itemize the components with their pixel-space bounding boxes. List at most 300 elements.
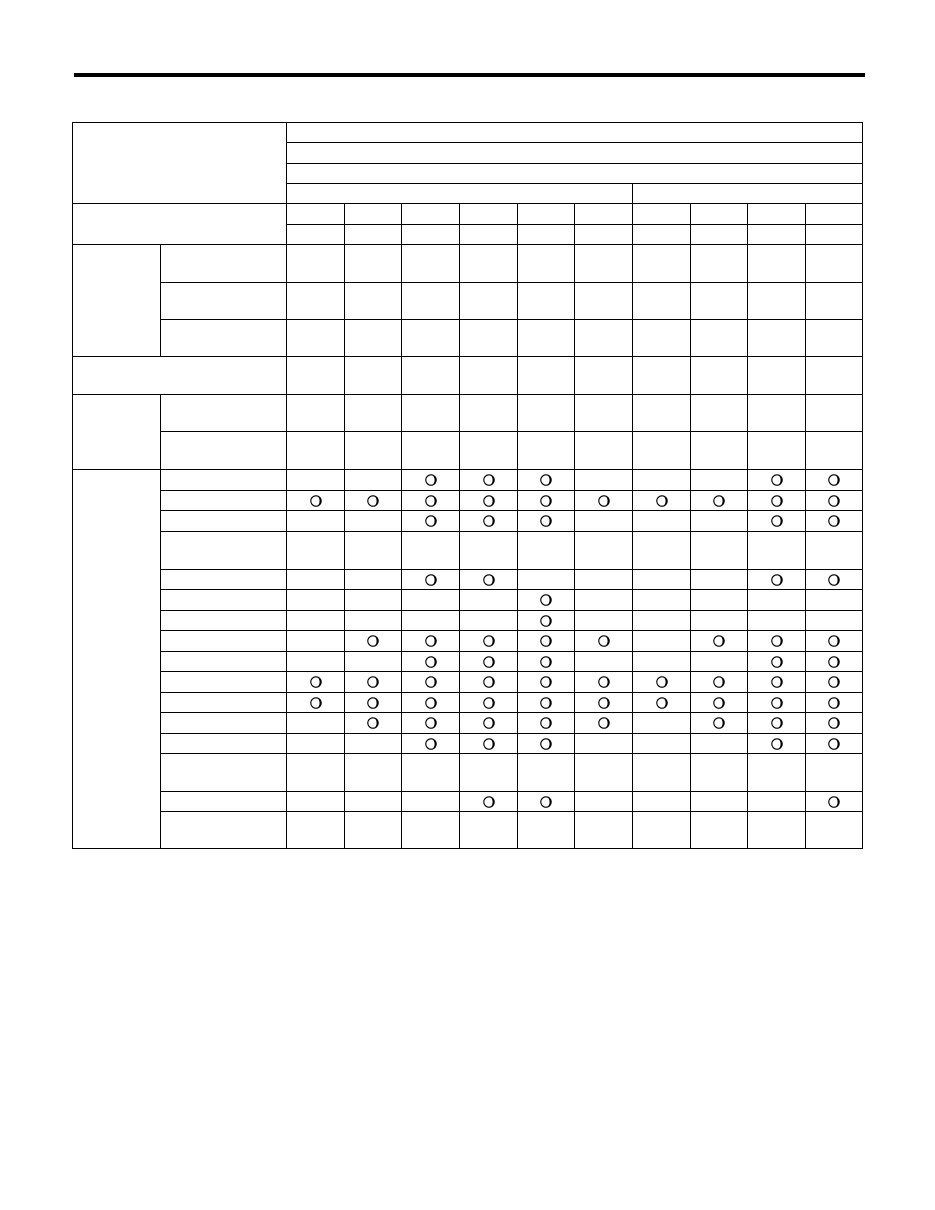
data-cell [402,812,460,849]
data-cell [691,570,748,590]
row-label [161,590,287,611]
data-cell [287,470,345,491]
data-cell [345,320,402,357]
data-cell [633,511,691,532]
circle-marker-icon [713,635,725,647]
data-cell [691,511,748,532]
table-row [73,652,863,672]
data-cell [287,754,345,792]
data-cell [633,631,691,652]
circle-marker-icon [425,738,437,750]
data-cell [287,395,345,432]
column-header-1 [287,204,345,225]
data-cell [575,754,633,792]
data-cell [575,491,633,511]
circle-marker-icon [828,515,840,527]
column-group-header-1 [287,184,633,204]
circle-marker-icon [483,474,495,486]
data-cell [460,652,518,672]
table-row [73,204,863,225]
circle-marker-icon [540,796,552,808]
circle-marker-icon [483,697,495,709]
table-row [73,734,863,754]
circle-marker-icon [483,635,495,647]
data-cell [287,511,345,532]
circle-marker-icon [540,495,552,507]
data-cell [575,245,633,283]
data-cell [633,320,691,357]
data-cell [460,570,518,590]
column-subheader-9 [748,225,806,245]
data-cell [518,693,575,713]
circle-marker-icon [483,796,495,808]
circle-marker-icon [771,738,783,750]
row-label [161,570,287,590]
data-cell [460,320,518,357]
data-cell [345,652,402,672]
data-cell [691,245,748,283]
data-cell [287,532,345,570]
circle-marker-icon [540,515,552,527]
data-cell [287,245,345,283]
data-cell [633,470,691,491]
data-cell [402,652,460,672]
circle-marker-icon [598,676,610,688]
circle-marker-icon [483,676,495,688]
data-cell [691,631,748,652]
data-cell [518,532,575,570]
row-label [161,491,287,511]
row-label [161,395,287,432]
column-group-header-2 [633,184,863,204]
data-cell [402,611,460,631]
circle-marker-icon [598,717,610,729]
data-cell [575,611,633,631]
circle-marker-icon [367,495,379,507]
row-label [161,734,287,754]
data-cell [806,672,863,693]
row-label [161,754,287,792]
data-cell [345,754,402,792]
data-cell [806,320,863,357]
data-cell [518,631,575,652]
data-cell [460,631,518,652]
circle-marker-icon [425,717,437,729]
data-cell [518,570,575,590]
data-cell [806,652,863,672]
data-cell [345,470,402,491]
row-label [161,812,287,849]
circle-marker-icon [540,474,552,486]
circle-marker-icon [713,717,725,729]
data-cell [691,283,748,320]
data-cell [345,245,402,283]
data-cell [691,357,748,395]
column-header-9 [748,204,806,225]
data-cell [691,652,748,672]
data-cell [806,631,863,652]
data-cell [402,713,460,734]
data-cell [633,713,691,734]
data-cell [748,532,806,570]
header-band [287,123,863,143]
data-cell [518,470,575,491]
data-cell [806,693,863,713]
data-cell [575,693,633,713]
table-row [73,245,863,283]
data-cell [518,713,575,734]
data-cell [633,672,691,693]
row-label [161,611,287,631]
circle-marker-icon [828,495,840,507]
data-cell [575,511,633,532]
circle-marker-icon [828,676,840,688]
data-cell [287,713,345,734]
data-cell [287,672,345,693]
circle-marker-icon [771,474,783,486]
table-row [73,812,863,849]
data-cell [402,491,460,511]
data-cell [748,570,806,590]
data-cell [345,792,402,812]
data-cell [518,812,575,849]
table-row [73,693,863,713]
data-cell [518,792,575,812]
data-cell [633,357,691,395]
row-label [161,713,287,734]
data-cell [460,754,518,792]
circle-marker-icon [828,574,840,586]
column-subheader-1 [287,225,345,245]
data-cell [748,320,806,357]
circle-marker-icon [713,697,725,709]
data-cell [806,611,863,631]
column-header-3 [402,204,460,225]
circle-marker-icon [828,717,840,729]
data-cell [345,672,402,693]
data-cell [460,532,518,570]
circle-marker-icon [367,676,379,688]
data-cell [345,590,402,611]
data-cell [575,395,633,432]
data-cell [806,357,863,395]
data-cell [575,532,633,570]
data-cell [748,245,806,283]
data-cell [518,754,575,792]
data-cell [287,283,345,320]
row-label [161,652,287,672]
circle-marker-icon [483,656,495,668]
data-cell [345,432,402,470]
data-cell [633,245,691,283]
data-cell [633,395,691,432]
circle-marker-icon [540,738,552,750]
table-row [73,123,863,143]
circle-marker-icon [540,594,552,606]
data-cell [748,491,806,511]
table-row [73,470,863,491]
data-cell [691,491,748,511]
table-row [73,672,863,693]
row-label [73,357,287,395]
circle-marker-icon [425,474,437,486]
data-cell [806,245,863,283]
row-label [161,470,287,491]
row-group-label [73,245,161,357]
data-cell [287,652,345,672]
data-cell [806,532,863,570]
circle-marker-icon [771,635,783,647]
data-cell [287,491,345,511]
data-cell [575,631,633,652]
data-cell [633,532,691,570]
data-cell [345,283,402,320]
circle-marker-icon [771,515,783,527]
circle-marker-icon [425,495,437,507]
data-cell [402,283,460,320]
data-cell [748,357,806,395]
data-cell [345,812,402,849]
data-cell [287,734,345,754]
circle-marker-icon [771,717,783,729]
data-cell [402,734,460,754]
data-cell [460,491,518,511]
data-cell [633,734,691,754]
data-cell [691,532,748,570]
table-row [73,432,863,470]
data-cell [518,652,575,672]
row-group-label [73,470,161,849]
data-cell [460,357,518,395]
data-cell [402,395,460,432]
data-cell [633,590,691,611]
data-cell [691,754,748,792]
data-cell [575,283,633,320]
column-header-8 [691,204,748,225]
data-cell [518,357,575,395]
data-cell [575,713,633,734]
data-cell [575,734,633,754]
data-cell [460,283,518,320]
row-label [161,245,287,283]
row-group-label [73,395,161,470]
data-cell [345,491,402,511]
data-cell [460,792,518,812]
column-header-6 [575,204,633,225]
circle-marker-icon [828,635,840,647]
data-cell [691,693,748,713]
column-header-2 [345,204,402,225]
data-cell [402,792,460,812]
data-cell [345,693,402,713]
data-cell [518,734,575,754]
compatibility-table [72,122,863,849]
circle-marker-icon [713,676,725,688]
data-cell [806,754,863,792]
circle-marker-icon [310,495,322,507]
data-cell [806,713,863,734]
data-cell [691,432,748,470]
data-cell [345,631,402,652]
circle-marker-icon [828,474,840,486]
data-cell [518,432,575,470]
column-header-10 [806,204,863,225]
circle-marker-icon [540,615,552,627]
data-cell [518,590,575,611]
data-cell [748,511,806,532]
table-row [73,283,863,320]
row-label [161,432,287,470]
row-label [161,320,287,357]
circle-marker-icon [425,656,437,668]
column-subheader-4 [460,225,518,245]
data-cell [748,432,806,470]
table-row [73,590,863,611]
row-label [161,693,287,713]
circle-marker-icon [425,574,437,586]
data-cell [748,754,806,792]
data-cell [633,792,691,812]
data-cell [518,511,575,532]
circle-marker-icon [540,697,552,709]
data-cell [345,570,402,590]
data-cell [748,470,806,491]
column-header-5 [518,204,575,225]
row-label [161,511,287,532]
row-label [161,532,287,570]
circle-marker-icon [598,495,610,507]
circle-marker-icon [656,495,668,507]
row-label [161,672,287,693]
circle-marker-icon [367,635,379,647]
data-cell [518,672,575,693]
circle-marker-icon [656,676,668,688]
data-cell [633,693,691,713]
data-cell [748,652,806,672]
data-cell [691,713,748,734]
data-cell [633,652,691,672]
circle-marker-icon [483,717,495,729]
table-row [73,713,863,734]
circle-marker-icon [713,495,725,507]
data-cell [287,792,345,812]
data-cell [460,432,518,470]
data-cell [806,283,863,320]
circle-marker-icon [310,676,322,688]
data-cell [806,734,863,754]
data-cell [287,432,345,470]
circle-marker-icon [828,738,840,750]
circle-marker-icon [483,738,495,750]
data-cell [633,491,691,511]
circle-marker-icon [483,495,495,507]
circle-marker-icon [828,697,840,709]
circle-marker-icon [367,697,379,709]
data-cell [460,693,518,713]
data-cell [518,320,575,357]
data-cell [402,693,460,713]
circle-marker-icon [483,574,495,586]
circle-marker-icon [483,515,495,527]
column-subheader-3 [402,225,460,245]
table-row [73,320,863,357]
data-cell [691,470,748,491]
data-cell [633,283,691,320]
data-cell [287,357,345,395]
data-cell [748,693,806,713]
data-cell [518,283,575,320]
circle-marker-icon [828,796,840,808]
data-cell [748,734,806,754]
data-cell [575,812,633,849]
data-cell [748,283,806,320]
table-row [73,491,863,511]
data-cell [748,672,806,693]
circle-marker-icon [771,697,783,709]
row-group-label [73,204,287,245]
data-cell [806,511,863,532]
data-cell [287,611,345,631]
data-cell [691,395,748,432]
data-cell [575,470,633,491]
data-cell [345,511,402,532]
circle-marker-icon [598,635,610,647]
circle-marker-icon [771,656,783,668]
data-cell [691,590,748,611]
table-row [73,511,863,532]
circle-marker-icon [540,635,552,647]
data-cell [460,734,518,754]
data-cell [402,511,460,532]
data-cell [345,357,402,395]
table-row [73,631,863,652]
data-cell [806,432,863,470]
data-cell [402,357,460,395]
data-cell [460,812,518,849]
table-row [73,754,863,792]
row-label [161,631,287,652]
column-subheader-5 [518,225,575,245]
circle-marker-icon [425,676,437,688]
row-label [161,792,287,812]
data-cell [575,357,633,395]
data-cell [806,570,863,590]
data-cell [691,611,748,631]
data-cell [806,792,863,812]
circle-marker-icon [540,717,552,729]
circle-marker-icon [598,697,610,709]
data-cell [518,611,575,631]
row-label [161,283,287,320]
data-cell [402,532,460,570]
data-cell [460,590,518,611]
data-cell [345,395,402,432]
data-cell [287,693,345,713]
circle-marker-icon [771,676,783,688]
data-cell [748,611,806,631]
data-cell [460,672,518,693]
circle-marker-icon [425,515,437,527]
data-cell [575,570,633,590]
data-cell [575,792,633,812]
top-rule [74,73,865,77]
data-cell [345,532,402,570]
data-cell [575,652,633,672]
data-cell [345,611,402,631]
circle-marker-icon [540,676,552,688]
data-cell [633,812,691,849]
circle-marker-icon [425,697,437,709]
